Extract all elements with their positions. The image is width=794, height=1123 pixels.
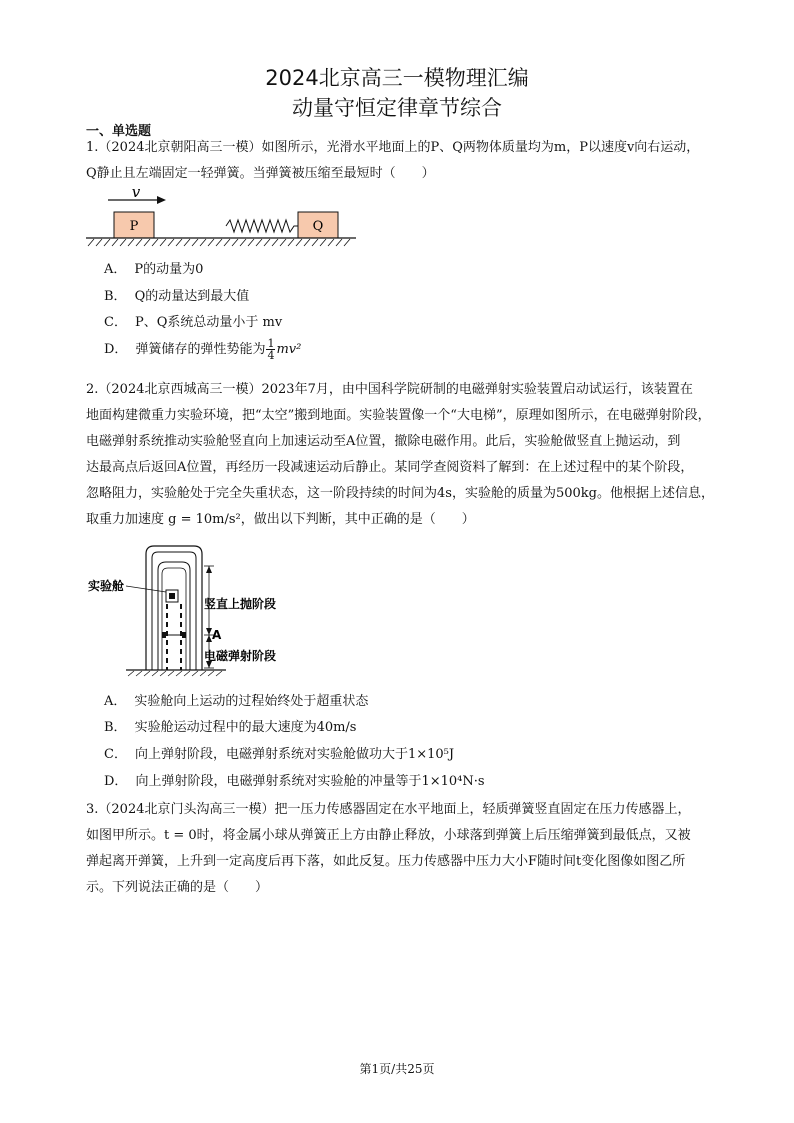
q1-stem-line-1: 1.（2024北京朝阳高三一模）如图所示，光滑水平地面上的P、Q两物体质量均为m，P以速度v向右运动， xyxy=(86,140,700,155)
option-text: 向上弹射阶段，电磁弹射系统对实验舱的冲量等于1×10⁴N·s xyxy=(135,774,485,789)
cabin-label: 实验舱 xyxy=(88,579,125,593)
q1-option-d[interactable] xyxy=(104,338,301,361)
fraction: $\frac{1}{4}$ xyxy=(267,337,275,362)
option-text: Q的动量达到最大值 xyxy=(134,289,250,304)
option-key: B． xyxy=(104,289,127,304)
option-text: 实验舱向上运动的过程始终处于超重状态 xyxy=(134,694,369,709)
q2-figure xyxy=(86,540,316,680)
q2-stem-line-2: 地面构建微重力实验环境，把“太空”搬到地面。实验装置像一个“大电梯”，原理如图所示，在电磁弹射阶段， xyxy=(86,408,711,423)
page-footer: 第1页/共25页 xyxy=(359,1062,435,1076)
option-key: A． xyxy=(104,694,127,709)
q3-stem-line-3: 弹起离开弹簧，上升到一定高度后再下落，如此反复。压力传感器中压力大小F随时间t变化图像如图乙所 xyxy=(86,854,686,869)
q1-option-c[interactable] xyxy=(104,311,282,330)
q2-option-d[interactable] xyxy=(104,770,485,789)
q2-stem-line-6: 取重力加速度 g = 10m/s²，做出以下判断，其中正确的是（ ） xyxy=(86,512,475,527)
spring xyxy=(226,220,298,232)
q1-stem-line-2: Q静止且左端固定一轻弹簧。当弹簧被压缩至最短时（ ） xyxy=(86,166,435,181)
option-key: B． xyxy=(104,720,127,735)
q3-stem-line-2: 如图甲所示。t = 0时，将金属小球从弹簧正上方由静止释放，小球落到弹簧上后压缩弹簧到最低点，又被 xyxy=(86,828,691,843)
stage-launch-label: 竖直上抛阶段 xyxy=(204,597,277,611)
q1-option-a[interactable] xyxy=(104,258,203,277)
q2-stem-line-5: 忽略阻力，实验舱处于完全失重状态，这一阶段持续的时间为4s，实验舱的质量为500kg。他根据上述信息， xyxy=(86,486,714,501)
block-p-label: P xyxy=(129,219,139,234)
q2-stem-line-4: 达最高点后返回A位置，再经历一段减速运动后静止。某同学查阅资料了解到：在上述过程中的某个阶段， xyxy=(86,460,694,475)
option-tail: mv² xyxy=(276,342,302,357)
option-key: C． xyxy=(104,315,127,330)
q2-option-a[interactable] xyxy=(104,690,368,709)
option-key: C． xyxy=(104,747,127,762)
option-text: P的动量为0 xyxy=(134,262,204,277)
option-key: D． xyxy=(104,342,128,357)
q3-stem-line-1: 3.（2024北京门头沟高三一模）把一压力传感器固定在水平地面上，轻质弹簧竖直固定在压力传感器上， xyxy=(86,802,691,817)
q2-option-c[interactable] xyxy=(104,743,454,762)
q1-option-b[interactable] xyxy=(104,285,249,304)
q2-option-b[interactable] xyxy=(104,716,356,735)
stage-em-label: 电磁弹射阶段 xyxy=(204,649,277,663)
q1-figure xyxy=(84,186,359,248)
document-title: 2024北京高三一模物理汇编 xyxy=(265,66,529,90)
q3-stem-line-4: 示。下列说法正确的是（ ） xyxy=(86,880,269,895)
section-heading: 一、单选题 xyxy=(86,124,152,139)
document-subtitle: 动量守恒定律章节综合 xyxy=(292,96,502,120)
option-text: P、Q系统总动量小于 mv xyxy=(134,315,283,330)
option-text: 向上弹射阶段，电磁弹射系统对实验舱做功大于1×10⁵J xyxy=(134,747,455,762)
option-key: A． xyxy=(104,262,127,277)
option-text: 弹簧储存的弹性势能为 xyxy=(135,342,266,357)
position-a-label: A xyxy=(212,628,222,642)
block-q-label: Q xyxy=(312,219,324,234)
option-key: D． xyxy=(104,774,128,789)
q2-stem-line-3: 电磁弹射系统推动实验舱竖直向上加速运动至A位置，撤除电磁作用。此后，实验舱做竖直上抛运动，到 xyxy=(86,434,681,449)
q2-stem-line-1: 2.（2024北京西城高三一模）2023年7月，由中国科学院研制的电磁弹射实验装置启动试运行，该装置在 xyxy=(86,382,693,397)
option-text: 实验舱运动过程中的最大速度为40m/s xyxy=(134,720,357,735)
velocity-label: v xyxy=(131,186,141,201)
